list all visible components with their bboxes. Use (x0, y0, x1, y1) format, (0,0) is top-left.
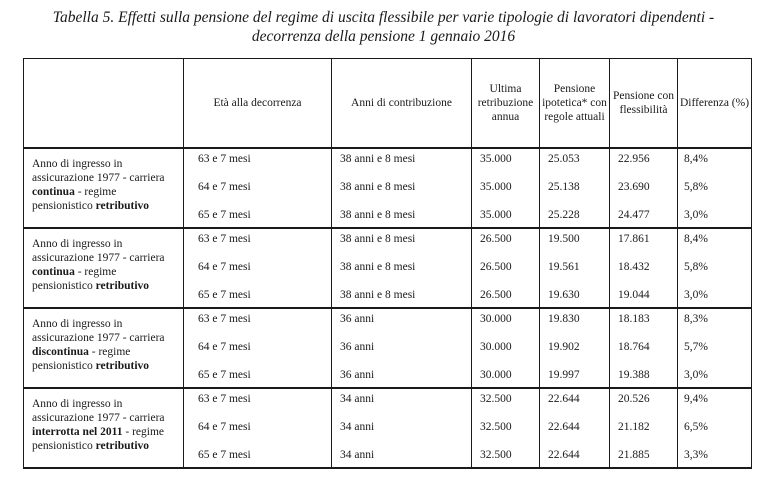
value-differenza: 5,7% (684, 341, 708, 353)
value-flessibilita: 18.183 (618, 313, 650, 325)
regime-type: retributivo (95, 360, 150, 372)
value-ipotetica: 25.138 (548, 181, 580, 193)
cell-ipotetica (540, 148, 610, 228)
header-row (24, 59, 752, 149)
cell-ultima (472, 228, 540, 308)
value-differenza: 8,4% (684, 233, 708, 245)
row-description (24, 388, 184, 468)
value-anni: 34 anni (340, 421, 375, 433)
header-ipotetica: Pensione ipotetica* con regole attuali (540, 59, 610, 149)
value-ultima: 35.000 (480, 153, 512, 165)
value-flessibilita: 20.526 (618, 393, 650, 405)
description-text: - regime pensionistico (32, 266, 117, 292)
value-eta: 65 e 7 mesi (198, 209, 251, 221)
career-type: discontinua (32, 346, 89, 358)
description-text: - regime pensionistico (32, 186, 117, 212)
cell-anni (332, 228, 472, 308)
value-ipotetica: 22.644 (548, 421, 580, 433)
cell-ipotetica (540, 388, 610, 468)
value-anni: 36 anni (340, 313, 375, 325)
value-differenza: 8,4% (684, 153, 708, 165)
value-differenza: 8,3% (684, 313, 708, 325)
regime-type: retributivo (95, 440, 150, 452)
value-ultima: 30.000 (480, 313, 512, 325)
cell-eta (184, 148, 332, 228)
header-differenza: Differenza (%) (678, 59, 752, 149)
value-differenza: 3,3% (684, 449, 708, 461)
career-type: interrotta nel 2011 (32, 426, 123, 438)
value-flessibilita: 19.388 (618, 369, 650, 381)
value-anni: 34 anni (340, 449, 375, 461)
value-ultima: 30.000 (480, 341, 512, 353)
table-caption (0, 8, 767, 46)
value-flessibilita: 17.861 (618, 233, 650, 245)
value-ultima: 35.000 (480, 209, 512, 221)
cell-flessibilita (610, 388, 678, 468)
value-differenza: 3,0% (684, 289, 708, 301)
cell-differenza (678, 228, 752, 308)
career-type: continua (32, 186, 75, 198)
value-ultima: 30.000 (480, 369, 512, 381)
value-flessibilita: 18.764 (618, 341, 650, 353)
value-anni: 34 anni (340, 393, 375, 405)
cell-eta (184, 228, 332, 308)
value-anni: 36 anni (340, 341, 375, 353)
cell-ultima (472, 388, 540, 468)
header-anni: Anni di contribuzione (332, 59, 472, 149)
value-eta: 64 e 7 mesi (198, 421, 251, 433)
cell-flessibilita (610, 228, 678, 308)
cell-differenza (678, 388, 752, 468)
value-differenza: 5,8% (684, 181, 708, 193)
value-eta: 63 e 7 mesi (198, 233, 251, 245)
value-ultima: 32.500 (480, 393, 512, 405)
description-text: Anno di ingresso in assicurazione 1977 - carriera (32, 238, 165, 264)
value-ultima: 26.500 (480, 233, 512, 245)
cell-ultima (472, 308, 540, 388)
value-ipotetica: 22.644 (548, 393, 580, 405)
pension-table (23, 58, 752, 469)
value-flessibilita: 18.432 (618, 261, 650, 273)
value-flessibilita: 21.885 (618, 449, 650, 461)
cell-flessibilita (610, 148, 678, 228)
value-eta: 63 e 7 mesi (198, 393, 251, 405)
value-differenza: 6,5% (684, 421, 708, 433)
caption-line-2: decorrenza della pensione 1 gennaio 2016 (251, 28, 516, 45)
value-eta: 65 e 7 mesi (198, 369, 251, 381)
cell-anni (332, 388, 472, 468)
value-differenza: 3,0% (684, 209, 708, 221)
header-empty (24, 59, 184, 149)
value-differenza: 5,8% (684, 261, 708, 273)
value-eta: 65 e 7 mesi (198, 449, 251, 461)
cell-differenza (678, 308, 752, 388)
value-anni: 36 anni (340, 369, 375, 381)
value-anni: 38 anni e 8 mesi (340, 261, 416, 273)
value-eta: 63 e 7 mesi (198, 313, 251, 325)
value-ultima: 32.500 (480, 421, 512, 433)
regime-type: retributivo (95, 200, 150, 212)
table-row (24, 308, 752, 388)
value-ipotetica: 19.561 (548, 261, 580, 273)
cell-ipotetica (540, 228, 610, 308)
table-row (24, 148, 752, 228)
value-anni: 38 anni e 8 mesi (340, 153, 416, 165)
value-ultima: 26.500 (480, 261, 512, 273)
cell-ipotetica (540, 308, 610, 388)
value-ultima: 32.500 (480, 449, 512, 461)
caption-line-1: Tabella 5. Effetti sulla pensione del regime di uscita flessibile per varie tipologie di lavoratori dipendenti - (52, 9, 715, 26)
career-type: continua (32, 266, 75, 278)
value-ipotetica: 25.053 (548, 153, 580, 165)
value-anni: 38 anni e 8 mesi (340, 181, 416, 193)
row-description (24, 308, 184, 388)
value-differenza: 9,4% (684, 393, 708, 405)
description-text: - regime pensionistico (32, 346, 131, 372)
description-text: - regime pensionistico (32, 426, 165, 452)
value-eta: 64 e 7 mesi (198, 181, 251, 193)
value-anni: 38 anni e 8 mesi (340, 289, 416, 301)
table-row (24, 228, 752, 308)
value-ultima: 26.500 (480, 289, 512, 301)
value-ultima: 35.000 (480, 181, 512, 193)
cell-flessibilita (610, 308, 678, 388)
value-eta: 63 e 7 mesi (198, 153, 251, 165)
value-anni: 38 anni e 8 mesi (340, 209, 416, 221)
value-ipotetica: 22.644 (548, 449, 580, 461)
value-ipotetica: 19.500 (548, 233, 580, 245)
value-flessibilita: 22.956 (618, 153, 650, 165)
value-flessibilita: 24.477 (618, 209, 650, 221)
value-eta: 64 e 7 mesi (198, 261, 251, 273)
regime-type: retributivo (95, 280, 150, 292)
cell-anni (332, 308, 472, 388)
header-eta: Età alla decorrenza (184, 59, 332, 149)
value-eta: 65 e 7 mesi (198, 289, 251, 301)
header-flessibilita: Pensione con flessibilità (610, 59, 678, 149)
description-text: Anno di ingresso in assicurazione 1977 - carriera (32, 398, 165, 424)
cell-differenza (678, 148, 752, 228)
cell-eta (184, 388, 332, 468)
value-ipotetica: 19.830 (548, 313, 580, 325)
table-row (24, 388, 752, 468)
value-anni: 38 anni e 8 mesi (340, 233, 416, 245)
row-description (24, 148, 184, 228)
description-text: Anno di ingresso in assicurazione 1977 - carriera (32, 158, 165, 184)
value-flessibilita: 23.690 (618, 181, 650, 193)
value-ipotetica: 19.902 (548, 341, 580, 353)
cell-anni (332, 148, 472, 228)
description-text: Anno di ingresso in assicurazione 1977 - carriera (32, 318, 165, 344)
cell-eta (184, 308, 332, 388)
value-ipotetica: 19.997 (548, 369, 580, 381)
value-flessibilita: 21.182 (618, 421, 650, 433)
cell-ultima (472, 148, 540, 228)
value-ipotetica: 19.630 (548, 289, 580, 301)
header-ultima: Ultima retribuzione annua (472, 59, 540, 149)
value-ipotetica: 25.228 (548, 209, 580, 221)
value-differenza: 3,0% (684, 369, 708, 381)
row-description (24, 228, 184, 308)
value-eta: 64 e 7 mesi (198, 341, 251, 353)
value-flessibilita: 19.044 (618, 289, 650, 301)
